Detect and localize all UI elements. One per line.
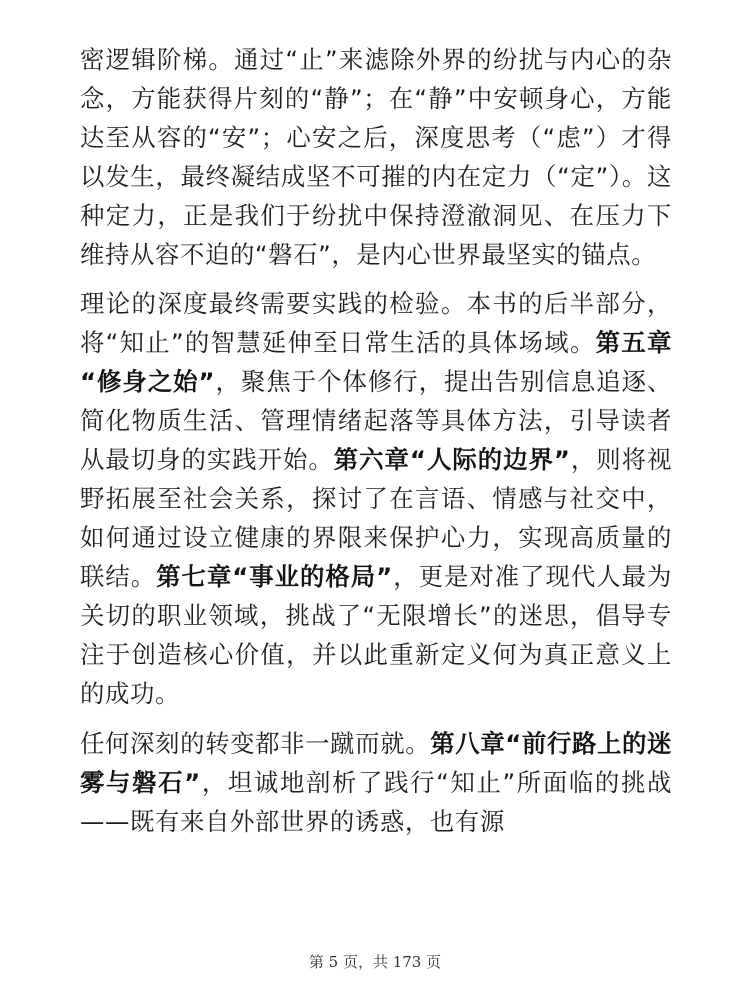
- paragraph-3: [80, 724, 672, 841]
- chapter-8-title: 第八章“前行路上的迷雾与磐石”: [80, 729, 672, 797]
- paragraph-2-text-c: ，则将视野拓展至社会关系，探讨了在言语、情感与社交中，如何通过设立健康的界限来保护心力，实现高质量的联结。: [80, 445, 672, 591]
- page-number-label: 第 5 页，共 173 页: [308, 953, 442, 971]
- page-footer: [0, 951, 750, 972]
- paragraph-2-text-a: 理论的深度最终需要实践的检验。本书的后半部分，将“知止”的智慧延伸至日常生活的具体场域。: [80, 289, 672, 357]
- chapter-7-title: 第七章“事业的格局”: [156, 562, 393, 591]
- paragraph-2: [80, 284, 672, 713]
- paragraph-2-text-b: ，聚焦于个体修行，提出告别信息追逐、简化物质生活、管理情绪起落等具体方法，引导读者从最切身的实践开始。: [80, 367, 672, 474]
- chapter-6-title: 第六章“人际的边界”: [333, 445, 571, 474]
- document-body: [80, 40, 672, 841]
- paragraph-2-text-d: ，更是对准了现代人最为关切的职业领域，挑战了“无限增长”的迷思，倡导专注于创造核心价值，并以此重新定义何为真正意义上的成功。: [80, 562, 672, 708]
- paragraph-3-text-b: ，坦诚地剖析了践行“知止”所面临的挑战——既有来自外部世界的诱惑，也有源: [80, 768, 672, 836]
- paragraph-1-text: 密逻辑阶梯。通过“止”来滤除外界的纷扰与内心的杂念，方能获得片刻的“静”；在“静”中安顿身心，方能达至从容的“安”；心安之后，深度思考（“虑”）才得以发生，最终凝结成坚不可摧的内在定力（“定”）。这种定力，正是我们于纷扰中保持澄澈洞见、在压力下维持从容不迫的“磐石”，是内心世界最坚实的锚点。: [80, 45, 672, 269]
- paragraph-1: [80, 40, 672, 274]
- chapter-5-title: 第五章“修身之始”: [80, 328, 672, 396]
- paragraph-3-text-a: 任何深刻的转变都非一蹴而就。: [80, 729, 431, 758]
